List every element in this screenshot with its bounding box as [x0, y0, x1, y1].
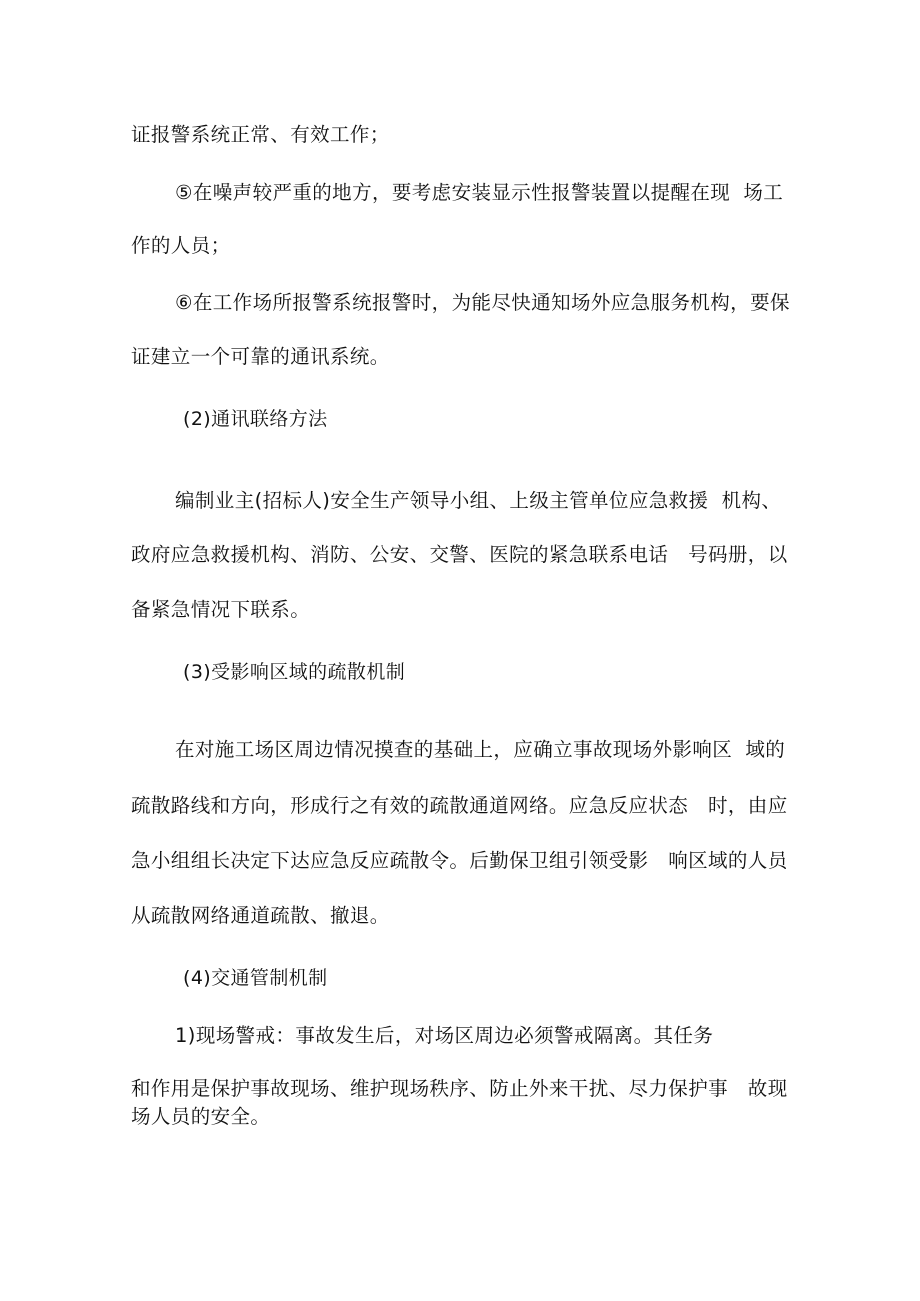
- paragraph-line-7: 编制业主(招标人)安全生产领导小组、上级主管单位应急救援 机构、: [175, 489, 782, 512]
- paragraph-line-18: 场人员的安全。: [131, 1105, 271, 1128]
- paragraph-line-17: 和作用是保护事故现场、维护现场秩序、防止外来干扰、尽力保护事 故现: [131, 1077, 788, 1100]
- paragraph-line-13: 急小组组长决定下达应急反应疏散令。后勤保卫组引领受影 响区域的人员: [131, 849, 788, 872]
- paragraph-line-11: 在对施工场区周边情况摸查的基础上，应确立事故现场外影响区 域的: [175, 738, 786, 761]
- paragraph-line-2: ⑤在噪声较严重的地方，要考虑安装显示性报警装置以提醒在现 场工: [175, 181, 784, 204]
- paragraph-line-4: ⑥在工作场所报警系统报警时，为能尽快通知场外应急服务机构，要保: [175, 291, 790, 314]
- paragraph-line-8: 政府应急救援机构、消防、公安、交警、医院的紧急联系电话 号码册，以: [131, 543, 788, 566]
- paragraph-line-14: 从疏散网络通道疏散、撤退。: [131, 904, 390, 927]
- section-heading-3: (3)受影响区域的疏散机制: [183, 661, 406, 683]
- paragraph-line-12: 疏散路线和方向，形成行之有效的疏散通道网络。应急反应状态 时，由应: [131, 794, 788, 817]
- paragraph-line-5: 证建立一个可靠的通讯系统。: [131, 345, 390, 368]
- paragraph-line-3: 作的人员；: [131, 234, 231, 257]
- paragraph-line-16: 1)现场警戒：事故发生后，对场区周边必须警戒隔离。其任务: [175, 1024, 714, 1047]
- paragraph-line-1: 证报警系统正常、有效工作；: [131, 123, 390, 146]
- section-heading-2: (2)通讯联络方法: [183, 408, 328, 430]
- section-heading-4: (4)交通管制机制: [183, 967, 328, 989]
- paragraph-line-9: 备紧急情况下联系。: [131, 598, 311, 621]
